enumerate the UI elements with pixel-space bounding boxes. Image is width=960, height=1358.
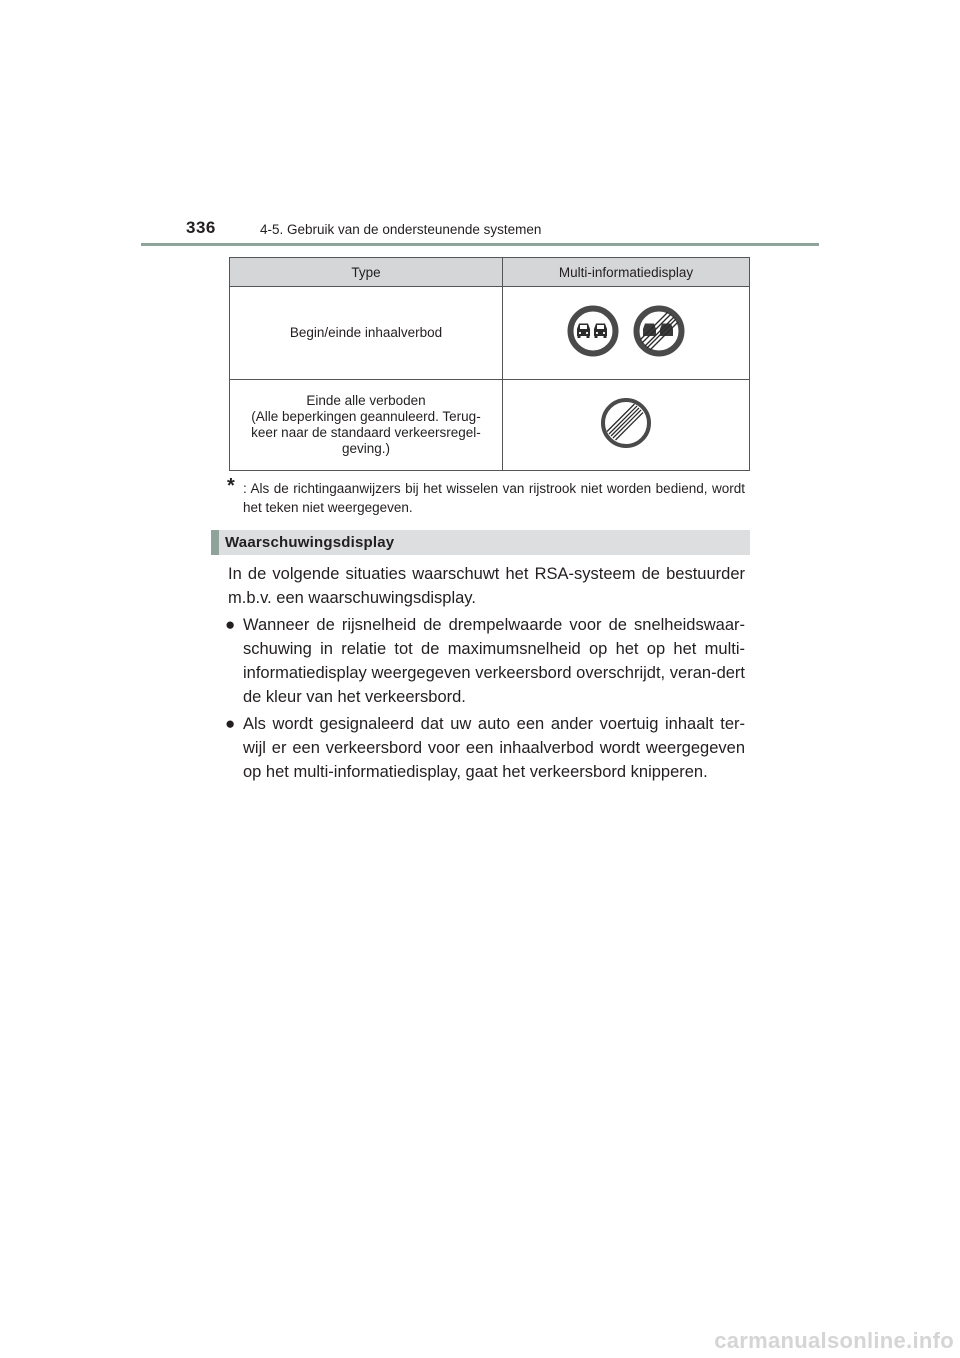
section-title: 4-5. Gebruik van de ondersteunende systemen (260, 222, 542, 237)
column-header-display: Multi-informatiedisplay (503, 258, 750, 287)
footnote-marker: * (227, 475, 235, 497)
display-cell (503, 380, 750, 471)
footnote-text: : Als de richtingaanwijzers bij het wisselen van rijstrook niet worden bediend, wordt het teken niet weergegeven. (243, 481, 745, 515)
end-of-no-overtaking-sign-icon (632, 304, 686, 358)
table-header-row (230, 258, 750, 287)
bullet-text: Als wordt gesignaleerd dat uw auto een ander voertuig inhaalt ter-wijl er een verkeersbord voor een inhaalverbod wordt weergegeven op het multi-informatiedisplay, gaat het verkeersbord knipperen. (243, 715, 745, 781)
type-label-line: (Alle beperkingen geannuleerd. Terug- (251, 409, 481, 424)
warning-section-body (225, 562, 745, 787)
table-row (230, 380, 750, 471)
bullet-icon: ● (225, 714, 236, 733)
section-subheading (211, 530, 750, 555)
subheading-accent-bar (211, 530, 219, 555)
sign-types-table (229, 257, 750, 471)
bullet-list (225, 613, 745, 784)
watermark: carmanualsonline.info (714, 1328, 954, 1353)
footnote (227, 475, 745, 517)
header-divider (141, 243, 819, 246)
type-label: Begin/einde inhaalverbod (289, 325, 443, 340)
column-header-type: Type (230, 258, 503, 287)
end-of-all-restrictions-sign-icon (599, 396, 653, 450)
type-label-line: geving.) (341, 441, 391, 456)
list-item (225, 712, 745, 784)
bullet-text: Wanneer de rijsnelheid de drempelwaarde voor de snelheidswaar-schuwing in relatie tot de maximumsnelheid op het op het multi-informatiedisplay weergegeven verkeersbord overschrijdt, veran-dert de kleur van het verkeersbord. (243, 616, 745, 706)
page-number: 336 (186, 218, 216, 237)
bullet-icon: ● (225, 615, 236, 634)
no-overtaking-sign-icon (566, 304, 620, 358)
type-label-line: Einde alle verboden (306, 393, 426, 408)
type-cell (230, 287, 503, 380)
table-row (230, 287, 750, 380)
list-item (225, 613, 745, 709)
type-cell (230, 380, 503, 471)
type-label-line: keer naar de standaard verkeersregel- (251, 425, 481, 440)
intro-paragraph: In de volgende situaties waarschuwt het RSA-systeem de bestuurder m.b.v. een waarschuwingsdisplay. (228, 565, 745, 607)
display-cell (503, 287, 750, 380)
subheading-label: Waarschuwingsdisplay (225, 534, 395, 551)
